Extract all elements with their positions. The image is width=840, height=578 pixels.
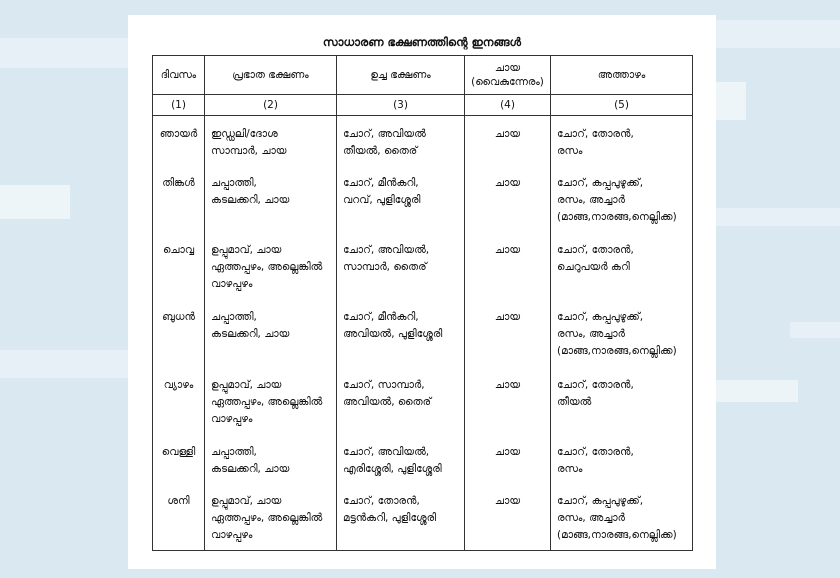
column-number: (5) [551,95,693,116]
column-number: (2) [205,95,337,116]
tea-cell: ചായ [465,232,551,299]
day-cell: വെള്ളി [153,434,205,483]
breakfast-cell: ചപ്പാത്തി, കടലക്കറി, ചായ [205,434,337,483]
background-band [716,82,746,120]
lunch-cell: ചോറ്, മീൻകറി, വറവ്, പുളിശ്ശേരി [337,165,465,232]
tea-cell: ചായ [465,483,551,551]
breakfast-cell: ഉപ്പുമാവ്, ചായ ഏത്തപ്പഴം, അല്ലെങ്കിൽ വാഴപ്പഴം [205,232,337,299]
lunch-cell: ചോറ്, അവിയൽ, സാമ്പാർ, തൈര് [337,232,465,299]
table-row [153,367,693,434]
tea-cell: ചായ [465,116,551,165]
breakfast-cell: ചപ്പാത്തി, കടലക്കറി, ചായ [205,299,337,366]
lunch-cell: ചോറ്, തോരൻ, മട്ടൻകറി, പുളിശ്ശേരി [337,483,465,551]
column-number: (4) [465,95,551,116]
background-band [716,208,840,226]
tea-cell: ചായ [465,299,551,366]
header-row [153,56,693,95]
day-cell: ശനി [153,483,205,551]
header-dinner: അത്താഴം [551,56,693,95]
table-title: സാധാരണ ഭക്ഷണത്തിന്റെ ഇനങ്ങൾ [322,35,522,49]
breakfast-cell: ചപ്പാത്തി, കടലക്കറി, ചായ [205,165,337,232]
header-breakfast: പ്രഭാത ഭക്ഷണം [205,56,337,95]
breakfast-cell: ഇഡ്ഡലി/ദോശ സാമ്പാർ, ചായ [205,116,337,165]
tea-cell: ചായ [465,165,551,232]
tea-cell: ചായ [465,367,551,434]
day-cell: തിങ്കൾ [153,165,205,232]
table-row [153,165,693,232]
background-band [0,350,128,378]
background-band [0,185,70,219]
column-number: (3) [337,95,465,116]
dinner-cell: ചോറ്, കപ്പപുഴുക്ക്, രസം, അച്ചാർ (മാങ്ങ,നാരങ്ങ,നെല്ലിക്ക) [551,165,693,232]
background-band [0,38,128,68]
column-number-row [153,95,693,116]
lunch-cell: ചോറ്, അവിയൽ തീയൽ, തൈര് [337,116,465,165]
header-lunch: ഉച്ച ഭക്ഷണം [337,56,465,95]
table-row [153,232,693,299]
table-row [153,299,693,366]
day-cell: ചൊവ്വ [153,232,205,299]
column-number: (1) [153,95,205,116]
breakfast-cell: ഉപ്പുമാവ്, ചായ ഏത്തപ്പഴം, അല്ലെങ്കിൽ വാഴപ്പഴം [205,367,337,434]
background-band [716,380,798,402]
table-row [153,116,693,165]
lunch-cell: ചോറ്, മീൻകറി, അവിയൽ, പുളിശ്ശേരി [337,299,465,366]
day-cell: ഞായർ [153,116,205,165]
header-day: ദിവസം [153,56,205,95]
background-band [790,322,840,338]
tea-cell: ചായ [465,434,551,483]
header-tea: ചായ (വൈകുന്നേരം) [465,56,551,95]
dinner-cell: ചോറ്, കപ്പപുഴുക്ക്, രസം, അച്ചാർ (മാങ്ങ,നാരങ്ങ,നെല്ലിക്ക) [551,483,693,551]
dinner-cell: ചോറ്, തോരൻ, ചെറുപയർ കറി [551,232,693,299]
dinner-cell: ചോറ്, തോരൻ, തീയൽ [551,367,693,434]
document-page [128,15,716,569]
lunch-cell: ചോറ്, അവിയൽ, എരിശ്ശേരി, പുളിശ്ശേരി [337,434,465,483]
breakfast-cell: ഉപ്പുമാവ്, ചായ ഏത്തപ്പഴം, അല്ലെങ്കിൽ വാഴപ്പഴം [205,483,337,551]
table-row [153,434,693,483]
background-band [716,20,840,48]
dinner-cell: ചോറ്, കപ്പപുഴുക്ക്, രസം, അച്ചാർ (മാങ്ങ,നാരങ്ങ,നെല്ലിക്ക) [551,299,693,366]
day-cell: വ്യാഴം [153,367,205,434]
meal-table [152,55,693,551]
dinner-cell: ചോറ്, തോരൻ, രസം [551,434,693,483]
day-cell: ബുധൻ [153,299,205,366]
lunch-cell: ചോറ്, സാമ്പാർ, അവിയൽ, തൈര് [337,367,465,434]
dinner-cell: ചോറ്, തോരൻ, രസം [551,116,693,165]
table-row [153,483,693,551]
